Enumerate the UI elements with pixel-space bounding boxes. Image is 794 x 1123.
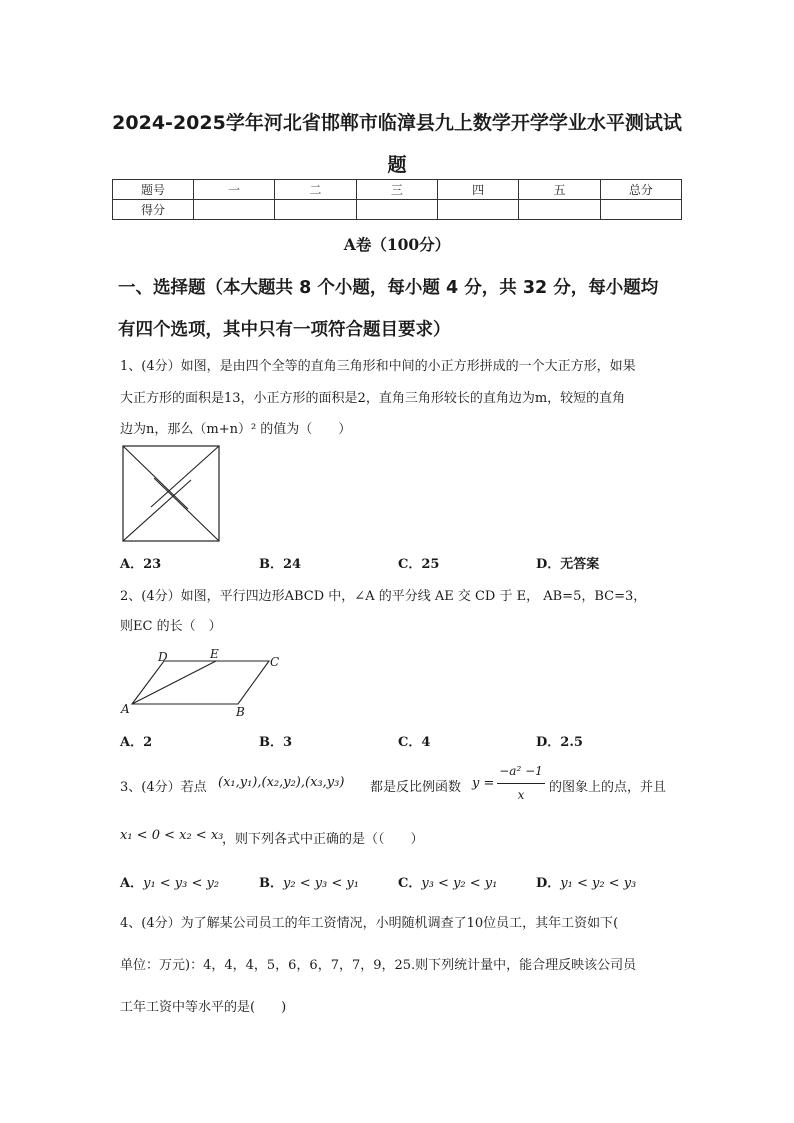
option-expression: y₁ < y₂ < y₃ — [560, 876, 637, 891]
score-input-cell[interactable] — [600, 200, 681, 220]
q2-text-line: 2、(4分）如图，平行四边形ABCD 中，∠A 的平分线 AE 交 CD 于 E， AB=5，BC=3， — [120, 589, 647, 604]
score-input-cell[interactable] — [275, 200, 356, 220]
score-input-cell[interactable] — [519, 200, 600, 220]
score-input-cell[interactable] — [194, 200, 275, 220]
score-table-header-row — [113, 180, 682, 200]
q3-option-c[interactable] — [398, 872, 497, 891]
q3-option-b[interactable] — [259, 872, 359, 891]
part-a-heading: A卷（100分） — [343, 235, 451, 254]
q1-option-b[interactable]: B．24 — [259, 557, 302, 572]
vertex-label-a: A — [121, 702, 130, 716]
page-title-continued: 题 — [387, 154, 407, 176]
q3-condition: x₁ < 0 < x₂ < x₃ — [120, 828, 224, 843]
parallelogram-shape — [132, 661, 269, 704]
score-input-cell[interactable] — [356, 200, 437, 220]
score-table — [112, 179, 682, 220]
score-table-score-row — [113, 200, 682, 220]
q1-option-a[interactable]: A．23 — [120, 557, 162, 572]
q3-function-numerator: −a² −1 — [499, 764, 543, 778]
q2-option-b[interactable]: B．3 — [259, 735, 293, 750]
q1-option-c[interactable]: C．25 — [398, 557, 440, 572]
score-table-cell: 得分 — [113, 200, 194, 220]
q1-text-line: 1、(4分）如图，是由四个全等的直角三角形和中间的小正方形拼成的一个大正方形，如果 — [120, 359, 636, 374]
q2-option-a[interactable]: A．2 — [120, 735, 153, 750]
vertex-label-d: D — [158, 650, 168, 664]
q1-square-figure — [120, 443, 222, 543]
q4-text-line: 工年工资中等水平的是( ) — [120, 1000, 287, 1015]
q3-text-line: 3、(4分）若点 — [120, 780, 207, 795]
q2-option-c[interactable]: C．4 — [398, 735, 431, 750]
vertex-label-b: B — [236, 705, 245, 719]
score-table-cell: 二 — [275, 180, 356, 200]
section-heading-continued: 有四个选项，其中只有一项符合题目要求） — [118, 320, 451, 340]
q1-option-d[interactable]: D．无答案 — [536, 557, 600, 572]
score-table-cell: 一 — [194, 180, 275, 200]
q3-text-line: 都是反比例函数 — [370, 780, 462, 795]
q1-text-line: 边为n，那么（m+n）² 的值为（ ） — [120, 422, 352, 437]
score-input-cell[interactable] — [437, 200, 518, 220]
vertex-label-c: C — [270, 655, 280, 669]
q1-text-line: 大正方形的面积是13，小正方形的面积是2，直角三角形较长的直角边为m，较短的直角 — [120, 391, 626, 406]
score-table-cell: 三 — [356, 180, 437, 200]
score-table-cell: 四 — [437, 180, 518, 200]
option-letter: C． — [398, 876, 422, 891]
vertex-label-e: E — [210, 647, 219, 661]
option-letter: D． — [536, 876, 561, 891]
option-expression: y₃ < y₂ < y₁ — [421, 876, 498, 891]
q3-option-d[interactable] — [536, 872, 636, 891]
q2-parallelogram-figure — [118, 645, 288, 720]
q3-text-line: 的图象上的点，并且 — [549, 780, 667, 795]
q2-text-line: 则EC 的长（ ） — [120, 619, 222, 634]
option-letter: B． — [259, 876, 283, 891]
score-table-cell: 五 — [519, 180, 600, 200]
option-expression: y₁ < y₃ < y₂ — [143, 876, 220, 891]
q3-points: (x₁,y₁),(x₂,y₂),(x₃,y₃) — [218, 775, 345, 790]
option-letter: A． — [120, 876, 144, 891]
q2-option-d[interactable]: D．2.5 — [536, 735, 583, 750]
q4-text-line: 单位：万元)：4，4，4，5，6，6，7，7，9，25.则下列统计量中，能合理反映该公司员 — [120, 958, 637, 973]
score-table-cell: 题号 — [113, 180, 194, 200]
bisector-ae — [132, 661, 216, 704]
page-title: 2024-2025学年河北省邯郸市临漳县九上数学开学学业水平测试试 — [112, 112, 682, 134]
q3-function-lhs: y = — [472, 776, 495, 791]
q4-text-line: 4、(4分）为了解某公司员工的年工资情况，小明随机调查了10位员工，其年工资如下( — [120, 916, 619, 931]
score-table-cell: 总分 — [600, 180, 681, 200]
option-expression: y₂ < y₃ < y₁ — [283, 876, 359, 891]
q3-option-a[interactable] — [120, 872, 219, 891]
q3-text-line: ，则下列各式中正确的是（（ ） — [222, 832, 424, 847]
section-heading: 一、选择题（本大题共 8 个小题，每小题 4 分，共 32 分，每小题均 — [118, 278, 659, 298]
fraction-bar — [497, 783, 545, 784]
q3-function-denominator: x — [517, 788, 525, 802]
